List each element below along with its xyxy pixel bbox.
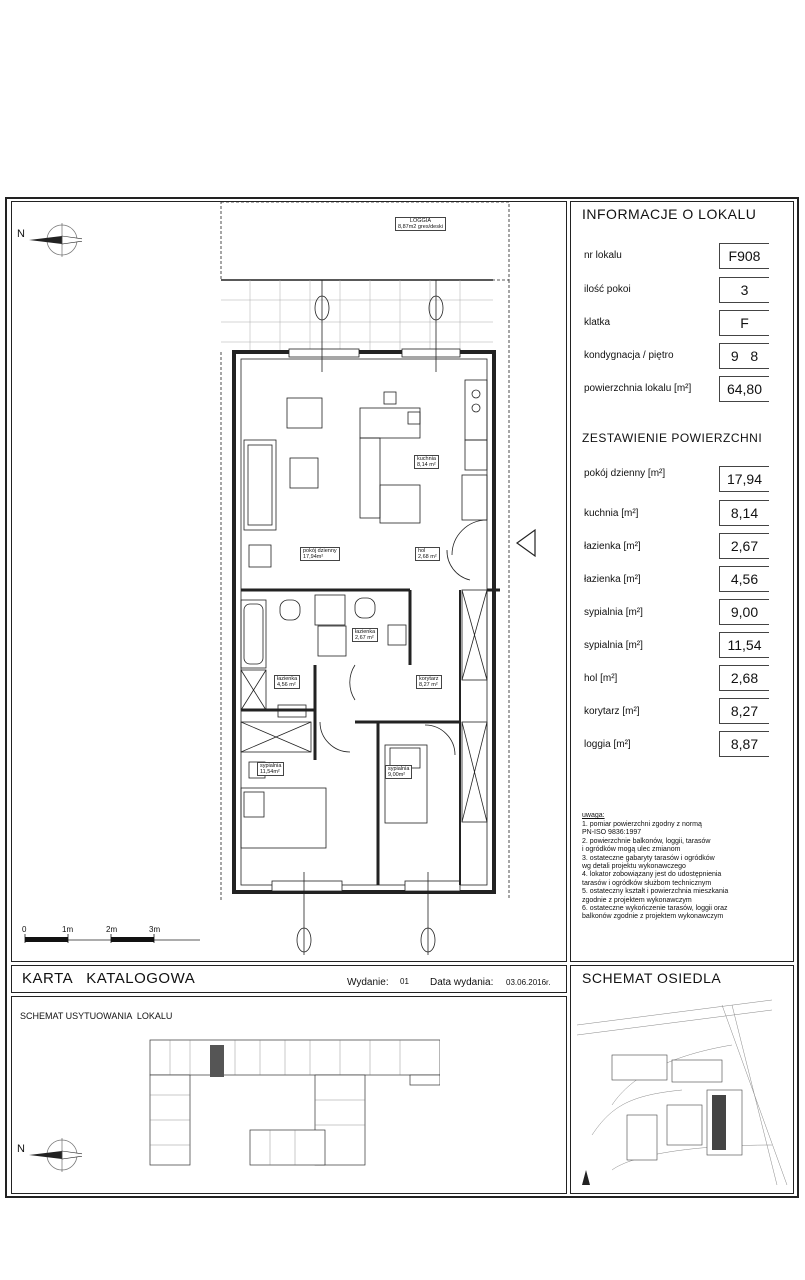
notes-heading: uwaga: bbox=[582, 812, 605, 819]
schemat-usytuowania-label: SCHEMAT USYTUOWANIA LOKALU bbox=[20, 1011, 173, 1021]
info-title: INFORMACJE O LOKALU bbox=[582, 206, 757, 222]
info-label-klatka: klatka bbox=[584, 317, 611, 328]
north-arrow-icon bbox=[582, 1170, 590, 1185]
info-label-nr-lokalu: nr lokalu bbox=[584, 250, 622, 261]
loggia-area: 8,87m2 gres/deski bbox=[398, 224, 443, 230]
area-value: 2,67 bbox=[719, 533, 769, 559]
scale-tick-2: 2m bbox=[106, 925, 118, 934]
room-label-sypialnia-1: sypialnia 11,54m² bbox=[257, 762, 284, 776]
area-label: loggia [m²] bbox=[584, 739, 631, 750]
note-item: 6. ostateczne wykończenie tarasów, loggii oraz balkonów zgodnie z projektem wykonawczym bbox=[582, 905, 728, 921]
area-label: sypialnia [m²] bbox=[584, 607, 643, 618]
compass-bottom bbox=[17, 1130, 82, 1180]
info-label-powierzchnia: powierzchnia lokalu [m²] bbox=[584, 383, 692, 394]
area-value: 8,87 bbox=[719, 731, 769, 757]
info-value-ilosc-pokoi: 3 bbox=[719, 277, 769, 303]
info-value-klatka: F bbox=[719, 310, 769, 336]
compass-n-label: N bbox=[17, 228, 25, 240]
info-value-kondygnacja: 9 8 bbox=[719, 343, 769, 369]
data-wydania-label: Data wydania: bbox=[430, 977, 494, 988]
estate-schema bbox=[572, 995, 792, 1191]
note-item: 3. ostateczne gabaryty tarasów i ogródków wg detali projektu wykonawczego bbox=[582, 854, 715, 871]
area-value: 4,56 bbox=[719, 566, 769, 592]
note-item: 2. powierzchnie balkonów, loggii, tarasów i ogródków mogą ulec zmianom bbox=[582, 837, 711, 854]
area-label: sypialnia [m²] bbox=[584, 640, 643, 651]
area-value: 17,94 bbox=[719, 466, 769, 492]
area-value: 11,54 bbox=[719, 632, 769, 658]
area-label: łazienka [m²] bbox=[584, 574, 641, 585]
area-label: korytarz [m²] bbox=[584, 706, 640, 717]
loggia-label bbox=[395, 217, 446, 231]
room-label-lazienka-1: łazienka 2,67 m² bbox=[352, 628, 378, 642]
loggia-name: LOGGIA bbox=[409, 218, 432, 224]
karta-title: KARTA KATALOGOWA bbox=[22, 970, 196, 987]
schemat-osiedla-title: SCHEMAT OSIEDLA bbox=[582, 970, 722, 986]
selected-unit-marker bbox=[210, 1045, 224, 1077]
wydanie-value: 01 bbox=[400, 977, 409, 986]
room-label-korytarz: korytarz 8,27 m² bbox=[416, 675, 442, 689]
areas-title: ZESTAWIENIE POWIERZCHNI bbox=[582, 431, 763, 445]
info-label-kondygnacja: kondygnacja / piętro bbox=[584, 350, 674, 361]
info-value-nr-lokalu: F908 bbox=[719, 243, 769, 269]
info-value-powierzchnia: 64,80 bbox=[719, 376, 769, 402]
note-item: 1. pomiar powierzchni zgodny z normą PN-ISO 9836:1997 bbox=[582, 821, 702, 837]
wydanie-label: Wydanie: bbox=[347, 977, 389, 988]
area-value: 8,27 bbox=[719, 698, 769, 724]
area-value: 2,68 bbox=[719, 665, 769, 691]
area-value: 9,00 bbox=[719, 599, 769, 625]
area-value: 8,14 bbox=[719, 500, 769, 526]
building-schema bbox=[140, 1035, 440, 1175]
notes-list bbox=[582, 821, 728, 922]
area-label: hol [m²] bbox=[584, 673, 618, 684]
room-label-kuchnia: kuchnia 8,14 m² bbox=[414, 455, 439, 469]
room-label-lazienka-2: łazienka 4,56 m² bbox=[274, 675, 300, 689]
scale-tick-0: 0 bbox=[22, 925, 27, 934]
scale-tick-1: 1m bbox=[62, 925, 74, 934]
area-label: kuchnia [m²] bbox=[584, 508, 639, 519]
info-label-ilosc-pokoi: ilość pokoi bbox=[584, 284, 631, 295]
data-wydania-value: 03.06.2016r. bbox=[506, 978, 551, 987]
area-label: łazienka [m²] bbox=[584, 541, 641, 552]
compass-n-label: N bbox=[17, 1143, 25, 1155]
note-item: 4. lokator zobowiązany jest do udostępnienia tarasów i ogródków służbom technicznym bbox=[582, 871, 722, 887]
room-label-pokoj-dzienny: pokój dzienny 17,94m² bbox=[300, 547, 340, 561]
room-label-hol: hol 2,68 m² bbox=[415, 547, 440, 561]
room-label-sypialnia-2: sypialnia 9,00m² bbox=[385, 765, 412, 779]
compass-icon bbox=[17, 1130, 82, 1180]
note-item: 5. ostateczny kształt i powierzchnia mieszkania zgodnie z projektem wykonawczym bbox=[582, 888, 729, 904]
scale-tick-3: 3m bbox=[149, 925, 161, 934]
area-label: pokój dzienny [m²] bbox=[584, 468, 666, 479]
